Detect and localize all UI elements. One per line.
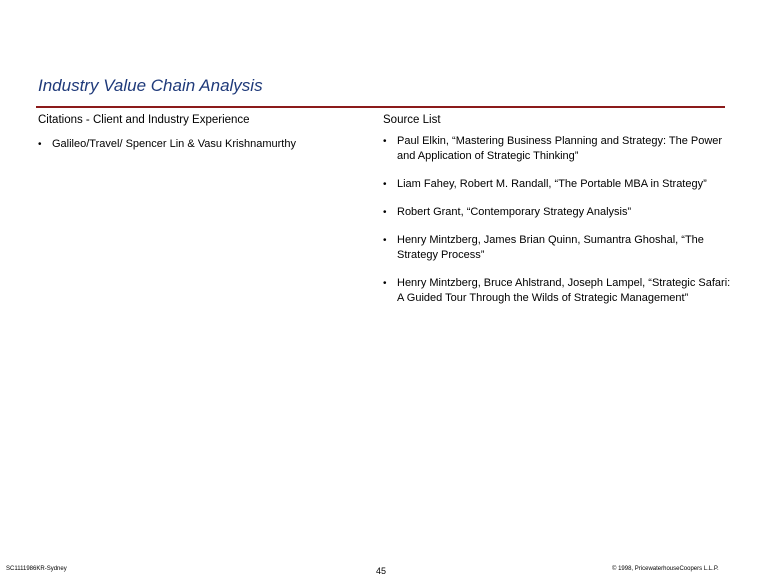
bullet-icon: •: [383, 179, 387, 190]
slide-title: Industry Value Chain Analysis: [38, 76, 263, 95]
footer-code: SC1111986KR-Sydney: [6, 566, 67, 572]
page-number: 45: [376, 566, 387, 576]
bullet-icon: •: [383, 136, 387, 147]
bullet-icon: •: [383, 207, 387, 218]
list-item: [38, 137, 358, 152]
list-item: [383, 276, 733, 306]
bullet-icon: •: [38, 139, 42, 150]
bullet-icon: •: [383, 235, 387, 246]
list-item: [383, 177, 733, 192]
source-list-heading: Source List: [383, 114, 441, 126]
source-text: Paul Elkin, “Mastering Business Planning and Strategy: The Power and Application of Strategic Thinking”: [397, 135, 723, 162]
bullet-icon: •: [383, 278, 387, 289]
citation-text: Galileo/Travel/ Spencer Lin & Vasu Krishnamurthy: [52, 138, 296, 150]
list-item: [383, 134, 733, 164]
title-divider: [36, 106, 725, 108]
source-text: Liam Fahey, Robert M. Randall, “The Portable MBA in Strategy”: [397, 178, 707, 190]
citations-list: [38, 137, 358, 165]
footer-copyright: © 1998, PricewaterhouseCoopers L.L.P.: [612, 566, 719, 572]
list-item: [383, 205, 733, 220]
citations-heading: Citations - Client and Industry Experience: [38, 114, 250, 126]
source-text: Robert Grant, “Contemporary Strategy Analysis”: [397, 206, 632, 218]
source-text: Henry Mintzberg, James Brian Quinn, Sumantra Ghoshal, “The Strategy Process”: [397, 234, 704, 261]
source-list: [383, 134, 733, 319]
source-text: Henry Mintzberg, Bruce Ahlstrand, Joseph Lampel, “Strategic Safari: A Guided Tour Through the Wilds of Strategic Management”: [397, 277, 731, 304]
list-item: [383, 233, 733, 263]
